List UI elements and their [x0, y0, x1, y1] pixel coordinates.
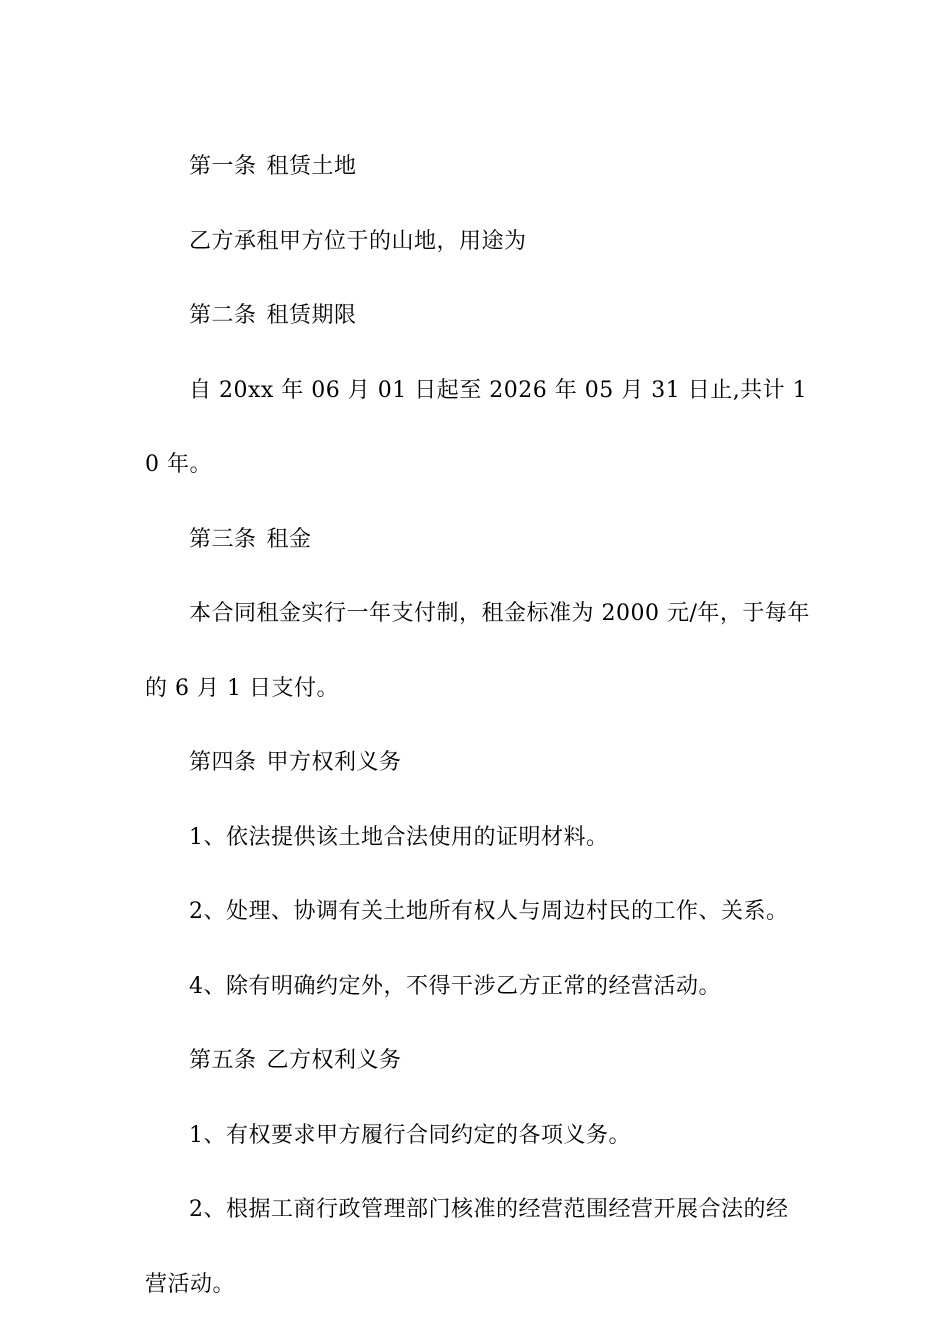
article-5-heading: [145, 1024, 810, 1099]
article-3-heading: [145, 503, 810, 578]
paragraph: 本合同租金实行一年支付制，租金标准为 2000 元/年，于每年的 6 月 1 日支付。: [145, 601, 810, 701]
article-title: 租赁期限: [266, 303, 357, 328]
list-item: 2、根据工商行政管理部门核准的经营范围经营开展合法的经营活动。: [145, 1197, 789, 1297]
article-title: 乙方权利义务: [266, 1048, 402, 1073]
article-2-heading: [145, 279, 810, 354]
article-title: 租金: [266, 526, 312, 552]
article-number: 第四条: [189, 750, 257, 775]
article-title: 甲方权利义务: [266, 750, 402, 775]
article-number: 第一条: [189, 154, 257, 179]
article-1-heading: [145, 130, 810, 205]
article-number: 第三条: [189, 526, 257, 552]
article-number: 第五条: [189, 1048, 257, 1073]
paragraph: 乙方承租甲方位于的山地，用途为: [189, 228, 527, 254]
article-number: 第二条: [189, 303, 257, 328]
document-body: [145, 130, 810, 1322]
list-item: 1、依法提供该土地合法使用的证明材料。: [189, 824, 609, 850]
list-item: 1、有权要求甲方履行合同约定的各项义务。: [189, 1122, 631, 1148]
list-item: 4、除有明确约定外，不得干涉乙方正常的经营活动。: [189, 973, 721, 999]
article-title: 租赁土地: [266, 154, 357, 179]
paragraph: 自 20xx 年 06 月 01 日起至 2026 年 05 月 31 日止,共计 10 年。: [145, 377, 808, 477]
article-4-heading: [145, 726, 810, 801]
list-item: 2、处理、协调有关土地所有权人与周边村民的工作、关系。: [189, 899, 789, 924]
